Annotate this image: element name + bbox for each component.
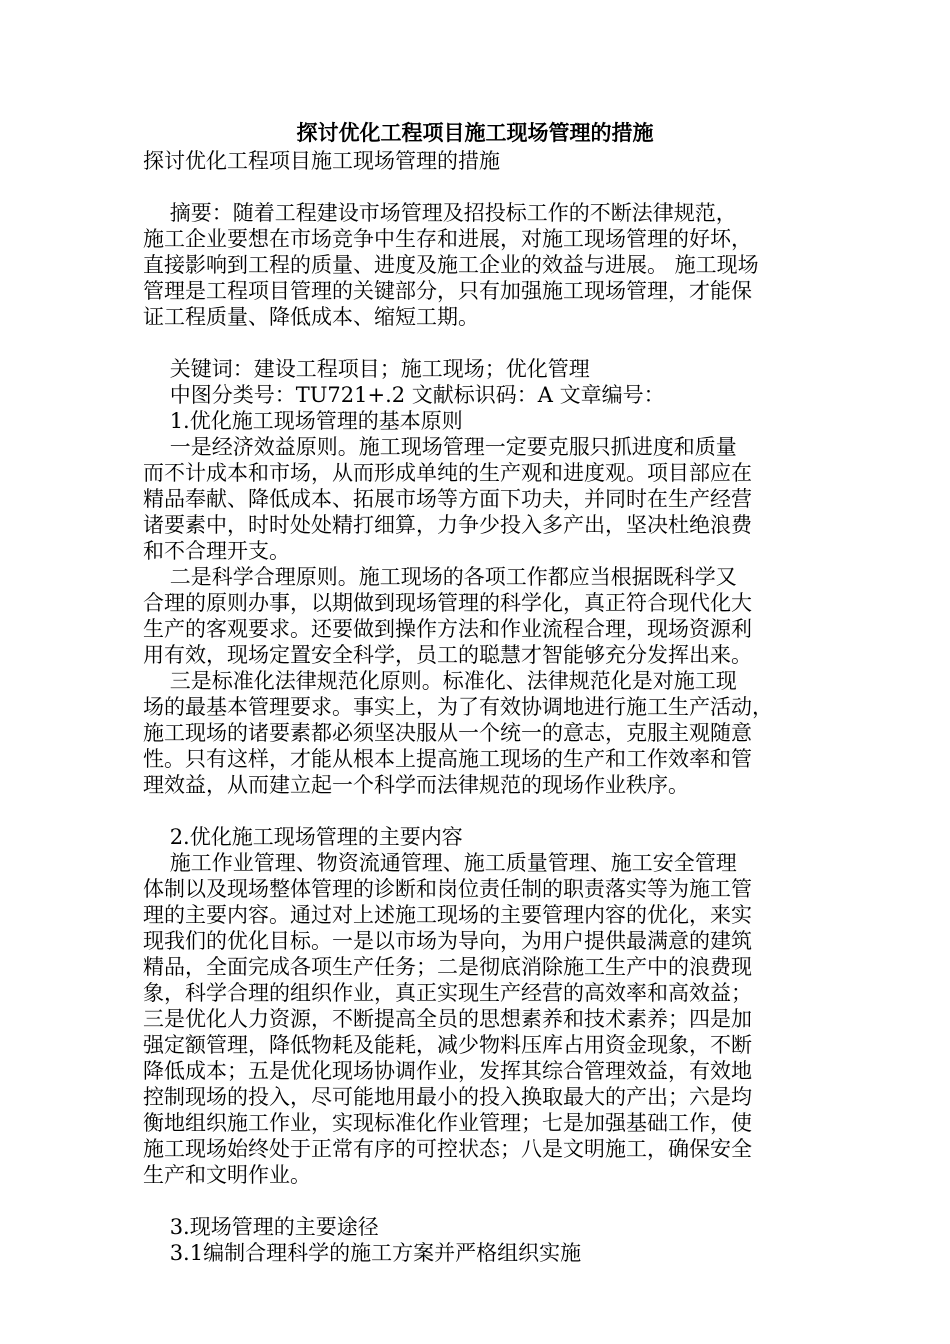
paragraph-line: 理效益，从而建立起一个科学而法律规范的现场作业秩序。 (143, 773, 689, 797)
abstract-paragraph (143, 200, 813, 330)
paragraph-line: 生产和文明作业。 (143, 1163, 311, 1187)
section-1-body (143, 434, 813, 798)
blank-line (143, 1188, 813, 1214)
paragraph-line: 和不合理开支。 (143, 539, 290, 563)
paragraph-line: 而不计成本和市场，从而形成单纯的生产观和进度观。项目部应在 (143, 461, 752, 485)
paragraph-line: 三是标准化法律规范化原则。标准化、法律规范化是对施工现 (143, 669, 737, 693)
document-title: 探讨优化工程项目施工现场管理的措施 (296, 120, 654, 145)
paragraph-line: 理的主要内容。通过对上述施工现场的主要管理内容的优化，来实 (143, 903, 752, 927)
abstract-line: 证工程质量、降低成本、缩短工期。 (143, 305, 479, 329)
classification-line: 中图分类号：TU721+.2 文献标识码：A 文章编号： (143, 383, 665, 407)
paragraph-line: 降低成本；五是优化现场协调作业，发挥其综合管理效益，有效地 (143, 1059, 752, 1083)
blank-line (143, 798, 813, 824)
blank-line (143, 174, 813, 200)
document-subtitle: 探讨优化工程项目施工现场管理的措施 (143, 149, 500, 173)
section-3-1-heading: 3.1编制合理科学的施工方案并严格组织实施 (143, 1241, 582, 1265)
blank-line (143, 330, 813, 356)
keywords-line: 关键词：建设工程项目；施工现场；优化管理 (143, 357, 590, 381)
paragraph-line: 衡地组织施工作业，实现标准化作业管理；七是加强基础工作，使 (143, 1111, 752, 1135)
paragraph-line: 二是科学合理原则。施工现场的各项工作都应当根据既科学又 (143, 565, 737, 589)
paragraph-line: 三是优化人力资源，不断提高全员的思想素养和技术素养；四是加 (143, 1007, 752, 1031)
document-body (143, 148, 813, 1266)
paragraph-line: 合理的原则办事，以期做到现场管理的科学化，真正符合现代化大 (143, 591, 752, 615)
abstract-line: 管理是工程项目管理的关键部分，只有加强施工现场管理，才能保 (143, 279, 752, 303)
paragraph-line: 性。只有这样，才能从根本上提高施工现场的生产和工作效率和管 (143, 747, 752, 771)
paragraph-line: 生产的客观要求。还要做到操作方法和作业流程合理，现场资源利 (143, 617, 752, 641)
section-1-heading: 1.优化施工现场管理的基本原则 (143, 409, 463, 433)
paragraph-line: 控制现场的投入，尽可能地用最小的投入换取最大的产出；六是均 (143, 1085, 752, 1109)
paragraph-line: 施工作业管理、物资流通管理、施工质量管理、施工安全管理 (143, 851, 737, 875)
section-2-body (143, 850, 813, 1188)
paragraph-line: 场的最基本管理要求。事实上，为了有效协调地进行施工生产活动， (143, 695, 773, 719)
paragraph-line: 用有效，现场定置安全科学，员工的聪慧才智能够充分发挥出来。 (143, 643, 752, 667)
section-2-heading: 2.优化施工现场管理的主要内容 (143, 825, 463, 849)
paragraph-line: 象，科学合理的组织作业，真正实现生产经营的高效率和高效益； (143, 981, 752, 1005)
abstract-line: 施工企业要想在市场竞争中生存和进展，对施工现场管理的好坏， (143, 227, 752, 251)
paragraph-line: 诸要素中，时时处处精打细算，力争少投入多产出，坚决杜绝浪费 (143, 513, 752, 537)
abstract-line: 摘要：随着工程建设市场管理及招投标工作的不断法律规范， (143, 201, 737, 225)
paragraph-line: 体制以及现场整体管理的诊断和岗位责任制的职责落实等为施工管 (143, 877, 752, 901)
section-3-heading: 3.现场管理的主要途径 (143, 1215, 379, 1239)
paragraph-line: 强定额管理，降低物耗及能耗，减少物料压库占用资金现象，不断 (143, 1033, 752, 1057)
paragraph-line: 精品，全面完成各项生产任务；二是彻底消除施工生产中的浪费现 (143, 955, 752, 979)
paragraph-line: 现我们的优化目标。一是以市场为导向，为用户提供最满意的建筑 (143, 929, 752, 953)
paragraph-line: 施工现场的诸要素都必须坚决服从一个统一的意志，克服主观随意 (143, 721, 752, 745)
paragraph-line: 一是经济效益原则。施工现场管理一定要克服只抓进度和质量 (143, 435, 737, 459)
abstract-line: 直接影响到工程的质量、进度及施工企业的效益与进展。 施工现场 (143, 253, 759, 277)
paragraph-line: 施工现场始终处于正常有序的可控状态；八是文明施工，确保安全 (143, 1137, 752, 1161)
paragraph-line: 精品奉献、降低成本、拓展市场等方面下功夫，并同时在生产经营 (143, 487, 752, 511)
